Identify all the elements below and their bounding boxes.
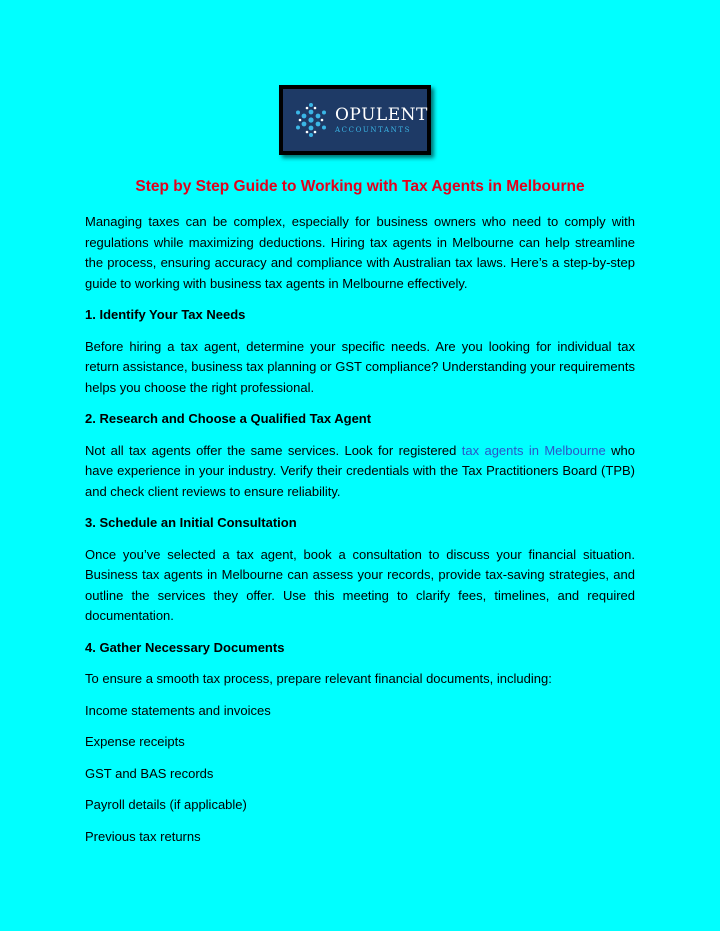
section-2-text-before: Not all tax agents offer the same services. Look for registered — [85, 442, 462, 458]
section-2-text-after: who have experience in your industry. Verify their credentials with the Tax Practitioners Board (TPB) and check client reviews to ensure reliability. — [85, 442, 635, 499]
logo-panel — [283, 89, 427, 151]
logo-subtitle: ACCOUNTANTS — [335, 125, 412, 134]
document-body — [85, 212, 635, 858]
section-1-body: Before hiring a tax agent, determine your specific needs. Are you looking for individual tax return assistance, business tax planning or GST compliance? Understanding your requirements helps you choose the right professional. — [85, 338, 635, 395]
section-3-body: Once you’ve selected a tax agent, book a consultation to discuss your financial situation. Business tax agents in Melbourne can assess your records, provide tax-saving strategies, and outline the services they offer. Use this meeting to clarify fees, timelines, and required documentation. — [85, 546, 635, 623]
intro-paragraph: Managing taxes can be complex, especially for business owners who need to comply with regulations while maximizing deductions. Hiring tax agents in Melbourne can help streamline the process, ensuring accuracy and compliance with Australian tax laws. Here’s a step-by-step guide to working with business tax agents in Melbourne effectively. — [85, 214, 635, 291]
company-logo — [279, 85, 431, 155]
document-title: Step by Step Guide to Working with Tax Agents in Melbourne — [135, 178, 585, 195]
document-list-item: Income statements and invoices — [85, 702, 271, 718]
tax-agents-link[interactable]: tax agents in Melbourne — [461, 442, 606, 458]
section-2-heading: 2. Research and Choose a Qualified Tax Agent — [85, 411, 372, 426]
document-list-item: Expense receipts — [85, 734, 185, 749]
logo-text — [335, 104, 428, 134]
section-4-body: To ensure a smooth tax process, prepare relevant financial documents, including: — [85, 671, 552, 686]
section-1-heading: 1. Identify Your Tax Needs — [85, 307, 246, 322]
document-list-item: Payroll details (if applicable) — [85, 797, 247, 812]
document-list-item: Previous tax returns — [85, 828, 201, 844]
section-4-heading: 4. Gather Necessary Documents — [85, 639, 285, 655]
section-3-heading: 3. Schedule an Initial Consultation — [85, 515, 297, 530]
document-list-item: GST and BAS records — [85, 765, 214, 781]
section-2-body — [85, 441, 635, 503]
logo-wordmark: OPULENT — [335, 104, 428, 125]
snowflake-logo-icon — [289, 98, 333, 142]
